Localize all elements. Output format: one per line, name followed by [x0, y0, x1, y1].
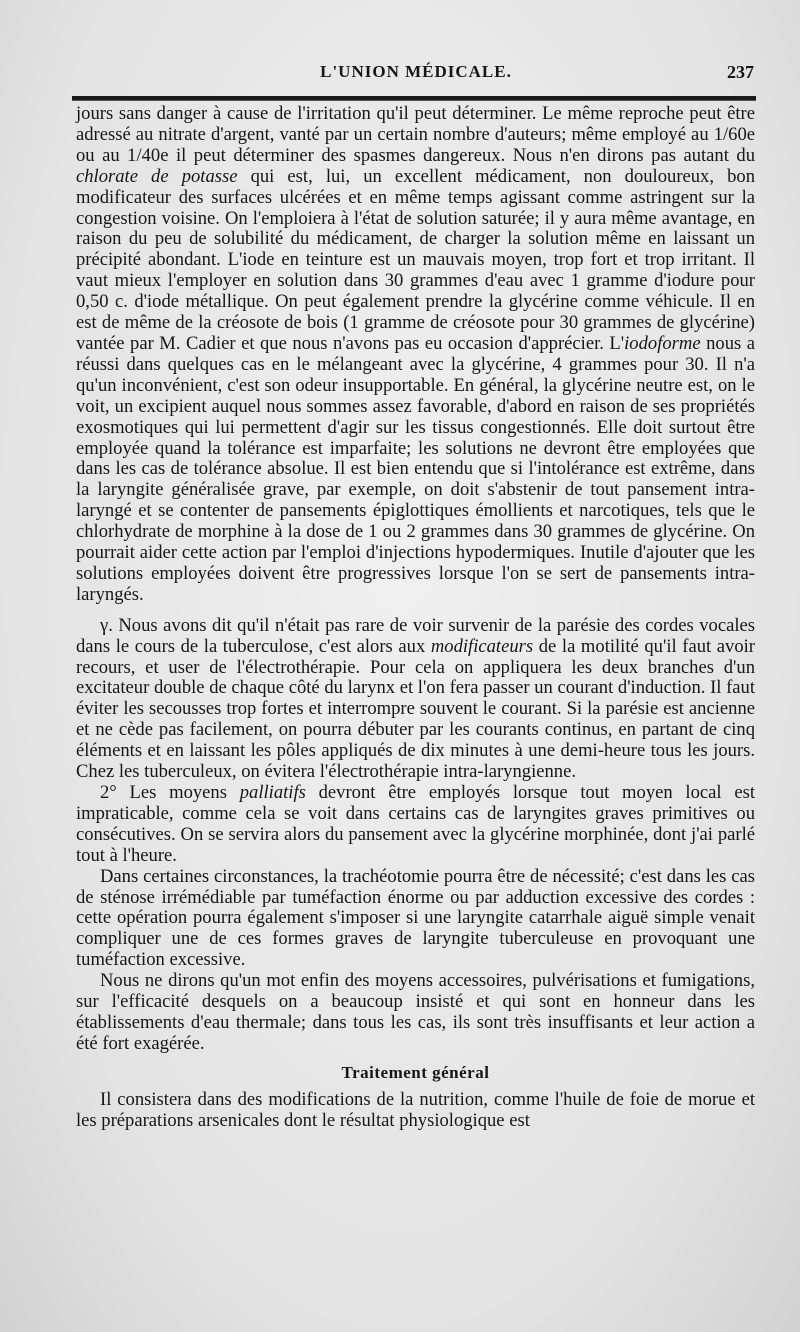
paragraph — [76, 616, 755, 783]
italic-term: palliatifs — [239, 782, 306, 803]
article-body — [76, 104, 755, 1132]
paragraph: Nous ne dirons qu'un mot enfin des moyens accessoires, pulvérisations et fumigations, sur l'efficacité desquels on a beaucoup insisté et qui sont en honneur dans les établissements d'eau thermale; dans tous les cas, ils sont très insuffisants et leur action a été fort exagérée. — [76, 970, 755, 1054]
italic-term: iodoforme — [624, 332, 701, 354]
text-run: qui est, lui, un excellent médicament, non douloureux, bon modificateur des surfaces ulcérées et en même temps agissant comme astringent sur la congestion voisine. On l'emploiera à l'état de solution saturée; il y aura même avantage, en raison du peu de solubilité du médicament, de charger la solution même en laissant un précipité abondant. L'iode en teinture est un mauvais moyen, trop fort et trop irritant. Il vaut mieux l'employer en solution dans 30 grammes d'eau avec 1 gramme d'iodure pour 0,50 c. d'iode métallique. On peut également prendre la glycérine comme véhicule. Il en est de même de la créosote de bois (1 gramme de créosote pour 30 grammes de glycérine) vantée par M. Cadier et que nous n'avons pas eu occasion d'apprécier. L' — [76, 165, 755, 354]
paragraph: Dans certaines circonstances, la trachéotomie pourra être de nécessité; c'est dans les cas de sténose irrémédiable par tuméfaction énorme ou par adduction excessive des cordes : cette opération pourra également s'imposer si une laryngite catarrhale aiguë simple venait compliquer une de ces formes graves de laryngite tuberculeuse en provoquant une tuméfaction excessive. — [76, 865, 755, 971]
page-header — [78, 58, 754, 88]
paragraph: Il consistera dans des modifications de la nutrition, comme l'huile de foie de morue et les préparations arsenicales dont le résultat physiologique est — [76, 1088, 755, 1131]
paragraph — [76, 104, 755, 606]
text-run: de la motilité qu'il faut avoir recours, et user de l'électrothérapie. Pour cela on appliquera les deux branches d'un excitateur double de chaque côté du larynx et l'on fera passer un courant d'induction. Il faut éviter les secousses trop fortes et interrompre souvent le courant. Si la parésie est ancienne et ne cède pas facilement, on pourra débuter par les courants continus, en partant de cinq éléments et en laissant les pôles appliqués de dix minutes à une demi-heure tous les jours. Chez les tuberculeux, on évitera l'électrothérapie intra-laryngienne. — [76, 635, 755, 783]
page-number: 237 — [727, 62, 754, 82]
section-heading: Traitement général — [341, 1062, 490, 1082]
text-run: devront être employés lorsque tout moyen local est impraticable, comme cela se voit dans certains cas de laryngites graves primitives ou consécutives. On se servira alors du pansement avec la glycérine morphinée, dont j'ai parlé tout à l'heure. — [76, 782, 755, 866]
text-run: nous a réussi dans quelques cas en le mélangeant avec la glycérine, 4 grammes pour 30. Il n'a qu'un inconvénient, c'est son odeur insupportable. En général, la glycérine neutre est, on le voit, un excipient auquel nous sommes assez favorable, d'abord en raison de ses propriétés exosmotiques qui lui permettent d'agir sur les tissus congestionnés. Elle doit surtout être employée quand la tolérance est imparfaite; les solutions ne devront être employées que dans les cas de tolérance absolue. Il est bien entendu que si l'intolérance est extrême, dans la laryngite généralisée grave, par exemple, on doit s'abstenir de tout pansement intra-laryngé et se contenter de pansements épiglottiques émollients et narcotiques, tels que le chlorhydrate de morphine à la dose de 1 ou 2 grammes dans 30 grammes de glycérine. On pourrait aider cette action par l'emploi d'injections hypodermiques. Inutile d'ajouter que les solutions employées doivent être progressives lorsque l'on se sert de pansements intra-laryngés. — [76, 332, 755, 605]
text-run: jours sans danger à cause de l'irritation qu'il peut déterminer. Le même reproche peut être adressé au nitrate d'argent, vanté par un certain nombre d'auteurs; même employé au 1/60e ou au 1/40e il peut déterminer des spasmes dangereux. Nous n'en dirons pas autant du — [76, 103, 755, 166]
text-run: γ. Nous avons dit qu'il n'était pas rare de voir survenir de la parésie des cordes vocales dans le cours de la tuberculose, c'est alors aux — [76, 614, 755, 657]
paragraph — [76, 783, 755, 867]
italic-term: modificateurs — [430, 635, 534, 657]
text-run: 2° Les moyens — [100, 782, 240, 803]
italic-term: chlorate de potasse — [76, 165, 238, 187]
running-title: L'UNION MÉDICALE. — [320, 62, 512, 81]
header-rule — [72, 96, 756, 101]
